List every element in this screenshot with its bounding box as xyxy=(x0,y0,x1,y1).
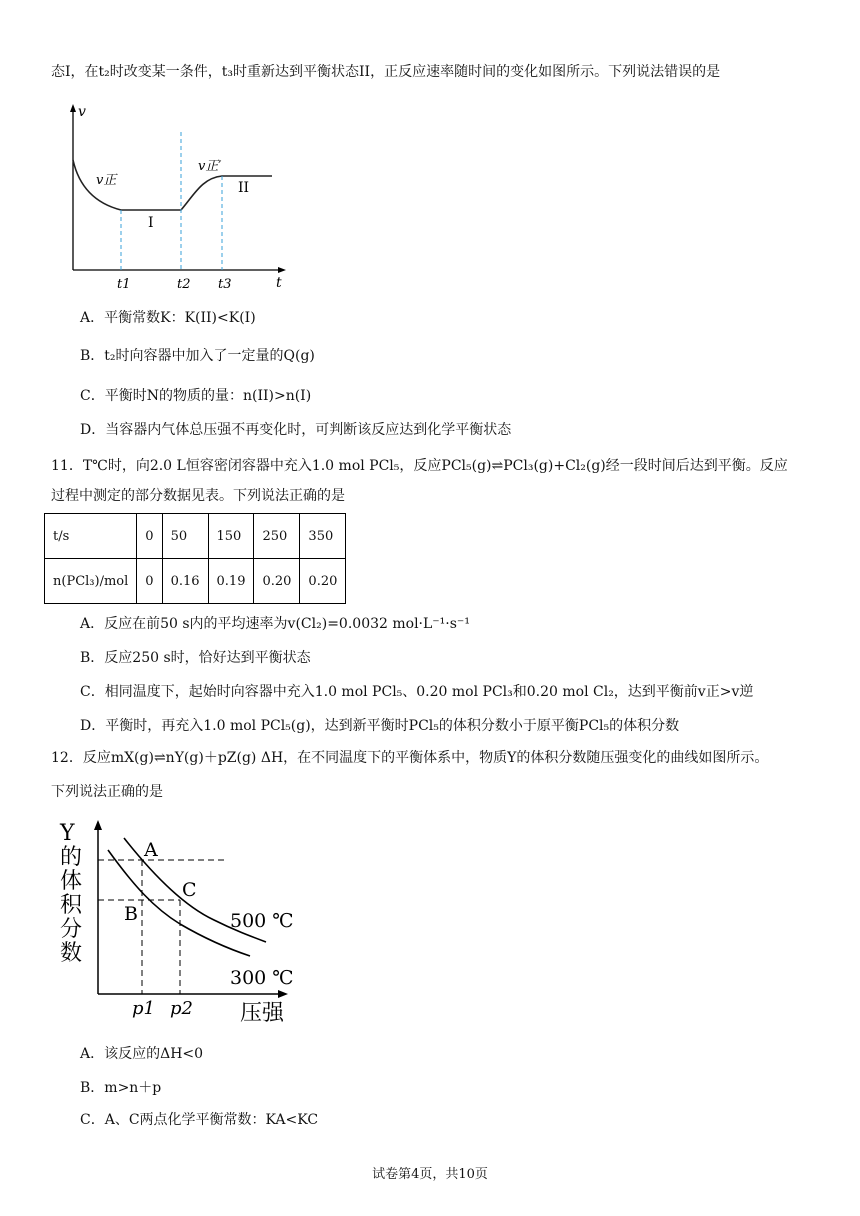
table-cell: t/s xyxy=(45,514,137,559)
q11-option-b: B．反应250 s时，恰好达到平衡状态 xyxy=(80,650,311,666)
page-footer: 试卷第4页，共10页 xyxy=(372,1167,488,1182)
y-label-char: 的 xyxy=(60,845,83,870)
table-cell: n(PCl₃)/mol xyxy=(45,559,137,604)
q11-line1: 11．T℃时，向2.0 L恒容密闭容器中充入1.0 mol PCl₅，反应PCl₅(g)⇌PCl₃(g)+Cl₂(g)经一段时间后达到平衡。反应 xyxy=(51,458,788,474)
t2-tick: t2 xyxy=(177,277,191,292)
t3-tick: t3 xyxy=(218,277,232,292)
y-label-char: 积 xyxy=(60,893,83,918)
y-label-char: Y xyxy=(60,821,75,846)
q12-line2: 下列说法正确的是 xyxy=(51,784,163,800)
table-cell: 0.16 xyxy=(162,559,208,604)
v-forward-prime-label: v正′ xyxy=(198,159,222,174)
q12-line1: 12．反应mX(g)⇌nY(g)＋pZ(g) ΔH，在不同温度下的平衡体系中，物质Y的体积分数随压强变化的曲线如图所示。 xyxy=(51,750,769,766)
table-row xyxy=(45,514,346,559)
q11-option-a: A．反应在前50 s内的平均速率为v(Cl₂)=0.0032 mol·L⁻¹·s⁻¹ xyxy=(80,616,470,632)
q10-option-b: B．t₂时向容器中加入了一定量的Q(g) xyxy=(80,348,315,364)
table-cell: 0.20 xyxy=(254,559,300,604)
y-label-char: 体 xyxy=(60,869,83,894)
x-axis-arrow xyxy=(278,990,288,998)
curve-300C-label: 300 ℃ xyxy=(230,967,294,989)
y-axis-arrow xyxy=(70,104,76,112)
y-axis-label: v xyxy=(78,104,86,120)
table-cell: 350 xyxy=(300,514,346,559)
state-2-label: II xyxy=(238,180,250,196)
q10-intro: 态I，在t₂时改变某一条件，t₃时重新达到平衡状态II，正反应速率随时间的变化如图所示。下列说法错误的是 xyxy=(51,64,721,80)
table-cell: 250 xyxy=(254,514,300,559)
q12-option-b: B．m>n＋p xyxy=(80,1080,162,1096)
table-cell: 50 xyxy=(162,514,208,559)
q11-option-c: C．相同温度下，起始时向容器中充入1.0 mol PCl₅、0.20 mol PCl₃和0.20 mol Cl₂，达到平衡前v正>v逆 xyxy=(80,684,754,700)
q12-option-a: A．该反应的ΔH<0 xyxy=(80,1046,204,1062)
point-b-label: B xyxy=(124,903,138,925)
x-axis-label: 压强 xyxy=(240,1001,285,1026)
rate-time-graph xyxy=(62,100,302,300)
point-a-label: A xyxy=(144,839,158,861)
table-cell: 0 xyxy=(137,514,162,559)
pcl3-data-table xyxy=(44,513,346,604)
y-label-char: 数 xyxy=(60,941,83,966)
table-cell: 0.20 xyxy=(300,559,346,604)
q10-option-d: D．当容器内气体总压强不再变化时，可判断该反应达到化学平衡状态 xyxy=(80,422,512,438)
y-label-char: 分 xyxy=(60,917,83,942)
curve-500C-label: 500 ℃ xyxy=(230,910,294,932)
x-axis-arrow xyxy=(278,267,286,273)
p2-tick: p2 xyxy=(170,998,193,1019)
x-axis-label: t xyxy=(276,275,282,291)
table-cell: 0.19 xyxy=(208,559,254,604)
volume-fraction-graph xyxy=(54,816,314,1028)
q12-option-c: C．A、C两点化学平衡常数：KA<KC xyxy=(80,1112,319,1128)
v-forward-label: v正 xyxy=(96,173,117,188)
q10-option-a: A．平衡常数K：K(II)<K(I) xyxy=(80,310,256,326)
t1-tick: t1 xyxy=(117,277,131,292)
q11-line2: 过程中测定的部分数据见表。下列说法正确的是 xyxy=(51,488,345,504)
table-cell: 150 xyxy=(208,514,254,559)
y-axis-arrow xyxy=(94,820,102,830)
p1-tick: p1 xyxy=(132,998,155,1019)
q11-option-d: D．平衡时，再充入1.0 mol PCl₅(g)，达到新平衡时PCl₅的体积分数小于原平衡PCl₅的体积分数 xyxy=(80,718,680,734)
point-c-label: C xyxy=(182,879,197,901)
q10-option-c: C．平衡时N的物质的量：n(II)>n(I) xyxy=(80,388,312,404)
state-1-label: I xyxy=(148,215,154,231)
table-row xyxy=(45,559,346,604)
table-cell: 0 xyxy=(137,559,162,604)
